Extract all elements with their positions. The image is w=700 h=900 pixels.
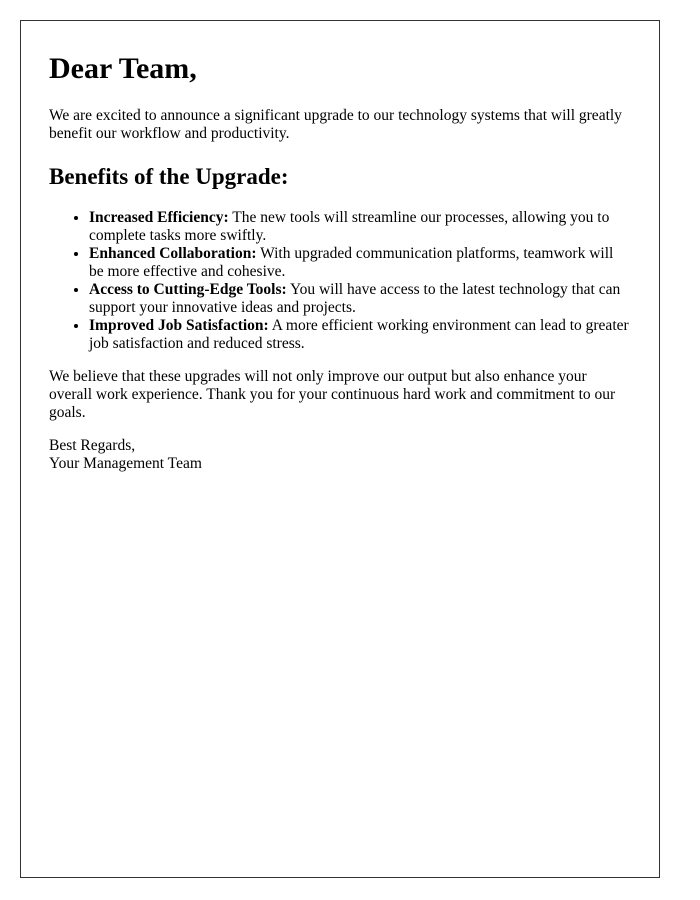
benefit-text: You will have access to the latest technology that can support your innovative ideas and projects. xyxy=(89,281,621,316)
signature-line: Your Management Team xyxy=(49,455,202,472)
signoff-block xyxy=(49,437,631,473)
greeting-heading: Dear Team, xyxy=(49,52,197,85)
letter-container xyxy=(20,20,660,878)
benefit-title: Access to Cutting-Edge Tools: xyxy=(89,281,287,298)
benefit-item xyxy=(89,245,631,281)
benefits-heading: Benefits of the Upgrade: xyxy=(49,164,289,189)
benefit-title: Increased Efficiency: xyxy=(89,209,229,226)
benefit-text: A more efficient working environment can lead to greater job satisfaction and reduced stress. xyxy=(89,317,629,352)
benefit-text: With upgraded communication platforms, teamwork will be more effective and cohesive. xyxy=(89,245,614,280)
benefit-title: Enhanced Collaboration: xyxy=(89,245,257,262)
intro-paragraph: We are excited to announce a significant upgrade to our technology systems that will greatly benefit our workflow and productivity. xyxy=(49,107,622,142)
signoff-line: Best Regards, xyxy=(49,437,136,454)
benefit-text: The new tools will streamline our processes, allowing you to complete tasks more swiftly. xyxy=(89,209,610,244)
closing-paragraph: We believe that these upgrades will not only improve our output but also enhance your overall work experience. Thank you for your continuous hard work and commitment to our goals. xyxy=(49,368,616,421)
benefit-item xyxy=(89,281,631,317)
benefits-list xyxy=(49,209,631,353)
benefit-title: Improved Job Satisfaction: xyxy=(89,317,269,334)
benefit-item xyxy=(89,209,631,245)
benefit-item xyxy=(89,317,631,353)
